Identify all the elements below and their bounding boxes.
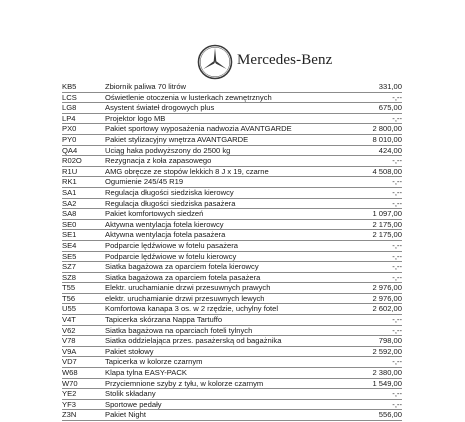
option-description: Podparcie lędźwiowe w fotelu kierowcy	[105, 251, 237, 261]
option-code: T56	[62, 293, 76, 303]
option-description: Zbiornik paliwa 70 litrów	[105, 82, 187, 91]
option-description: Komfortowa kanapa 3 os. w 2 rzędzie, uchylny fotel	[105, 304, 279, 314]
option-price: -,--	[392, 389, 402, 399]
table-row	[62, 336, 402, 347]
option-description: Aktywna wentylacja fotela kierowcy	[105, 219, 224, 229]
table-row	[62, 273, 402, 284]
table-row	[62, 252, 402, 263]
table-row	[62, 400, 402, 411]
option-price: -,--	[392, 198, 402, 208]
option-code: U55	[62, 304, 76, 314]
table-row	[62, 93, 402, 104]
option-code: RK1	[62, 177, 77, 187]
table-row	[62, 156, 402, 167]
option-description: Oświetlenie otoczenia w lusterkach zewnętrznych	[105, 92, 272, 102]
option-code: SA1	[62, 187, 77, 197]
table-row	[62, 114, 402, 125]
table-row	[62, 294, 402, 305]
table-row	[62, 135, 402, 146]
table-row	[62, 103, 402, 114]
option-code: SE4	[62, 240, 77, 250]
option-code: SA2	[62, 198, 77, 208]
option-code: SZ7	[62, 262, 76, 272]
option-price: -,--	[392, 240, 402, 250]
table-row	[62, 357, 402, 368]
option-code: W70	[62, 378, 78, 388]
brand-name: Mercedes-Benz	[237, 52, 333, 68]
option-description: Regulacja długości siedziska kierowcy	[105, 187, 234, 197]
option-description: Podparcie lędźwiowe w fotelu pasażera	[105, 240, 238, 250]
option-code: V78	[62, 336, 76, 346]
option-code: QA4	[62, 145, 78, 155]
table-row	[62, 167, 402, 178]
mercedes-star-icon	[197, 44, 233, 80]
option-description: Sportowe pedały	[105, 399, 162, 409]
table-row	[62, 326, 402, 337]
table-row	[62, 315, 402, 326]
option-code: PY0	[62, 134, 77, 144]
table-row	[62, 368, 402, 379]
option-price: -,--	[392, 92, 402, 102]
option-description: Pakiet Night	[105, 410, 146, 420]
option-description: Asystent świateł drogowych plus	[105, 103, 215, 113]
option-description: Siatka bagażowa na oparciach foteli tylnych	[105, 325, 253, 335]
option-price: 798,00	[378, 336, 402, 346]
option-price: 2 175,00	[372, 219, 402, 229]
option-description: Siatka oddzielająca przes. pasażerską od bagażnika	[105, 336, 282, 346]
option-price: -,--	[392, 251, 402, 261]
table-row	[62, 220, 402, 231]
option-price: 1 549,00	[372, 378, 402, 388]
option-price: -,--	[392, 177, 402, 187]
option-code: SE0	[62, 219, 77, 229]
option-price: -,--	[392, 156, 402, 166]
option-price: -,--	[392, 113, 402, 123]
table-row	[62, 82, 402, 93]
option-price: 2 602,00	[372, 304, 402, 314]
option-code: YF3	[62, 399, 76, 409]
option-price: -,--	[392, 262, 402, 272]
option-description: Pakiet stylizacyjny wnętrza AVANTGARDE	[105, 134, 249, 144]
table-row	[62, 304, 402, 315]
option-description: Siatka bagażowa za oparciem fotela pasażera	[105, 272, 261, 282]
option-description: Pakiet sportowy wyposażenia nadwozia AVANTGARDE	[105, 124, 292, 134]
option-code: V62	[62, 325, 76, 335]
option-price: 2 592,00	[372, 346, 402, 356]
option-description: Tapicerka skórzana Nappa Tartuffo	[105, 315, 223, 325]
option-description: Uciąg haka podwyższony do 2500 kg	[105, 145, 231, 155]
table-row	[62, 188, 402, 199]
option-code: V4T	[62, 315, 76, 325]
option-price: 4 508,00	[372, 166, 402, 176]
option-code: Z3N	[62, 410, 77, 420]
table-row	[62, 124, 402, 135]
option-description: Stolik składany	[105, 389, 156, 399]
table-row	[62, 262, 402, 273]
option-price: -,--	[392, 315, 402, 325]
option-description: Projektor logo MB	[105, 113, 166, 123]
table-row	[62, 347, 402, 358]
option-code: LCS	[62, 92, 77, 102]
option-price: 2 380,00	[372, 368, 402, 378]
option-price: -,--	[392, 357, 402, 367]
option-price: 556,00	[378, 410, 402, 420]
option-description: Pakiet stołowy	[105, 346, 154, 356]
option-description: Rezygnacja z koła zapasowego	[105, 156, 212, 166]
option-description: Klapa tylna EASY-PACK	[105, 368, 187, 378]
option-description: elektr. uruchamianie drzwi przesuwnych lewych	[105, 293, 265, 303]
option-price: -,--	[392, 187, 402, 197]
option-price: 8 010,00	[372, 134, 402, 144]
option-description: Ogumienie 245/45 R19	[105, 177, 184, 187]
option-price: -,--	[392, 272, 402, 282]
option-price: 675,00	[378, 103, 402, 113]
table-row	[62, 146, 402, 157]
option-code: PX0	[62, 124, 77, 134]
option-code: YE2	[62, 389, 77, 399]
option-price: 1 097,00	[372, 209, 402, 219]
table-row	[62, 379, 402, 390]
option-description: Elektr. uruchamianie drzwi przesuwnych prawych	[105, 283, 271, 293]
option-description: Tapicerka w kolorze czarnym	[105, 357, 203, 367]
option-description: Aktywna wentylacja fotela pasażera	[105, 230, 226, 240]
option-code: SE1	[62, 230, 77, 240]
option-code: T55	[62, 283, 76, 293]
option-code: KB5	[62, 82, 77, 91]
option-price: 2 175,00	[372, 230, 402, 240]
option-code: SA8	[62, 209, 77, 219]
option-description: AMG obręcze ze stopów lekkich 8 J x 19, czarne	[105, 166, 269, 176]
option-description: Pakiet komfortowych siedzeń	[105, 209, 204, 219]
option-description: Przyciemnione szyby z tyłu, w kolorze czarnym	[105, 378, 264, 388]
option-code: R02O	[62, 156, 82, 166]
option-price: -,--	[392, 325, 402, 335]
option-code: SE5	[62, 251, 77, 261]
option-code: SZ8	[62, 272, 76, 282]
option-code: R1U	[62, 166, 78, 176]
table-row	[62, 410, 402, 421]
document-header	[0, 44, 465, 84]
option-price: 2 976,00	[372, 293, 402, 303]
table-row	[62, 209, 402, 220]
option-price: 424,00	[378, 145, 402, 155]
table-row	[62, 389, 402, 400]
option-code: LG8	[62, 103, 77, 113]
option-description: Siatka bagażowa za oparciem fotela kierowcy	[105, 262, 259, 272]
option-code: LP4	[62, 113, 76, 123]
table-row	[62, 230, 402, 241]
option-code: VD7	[62, 357, 77, 367]
table-row	[62, 241, 402, 252]
options-table	[62, 82, 402, 421]
table-row	[62, 199, 402, 210]
option-price: 2 976,00	[372, 283, 402, 293]
table-row	[62, 177, 402, 188]
option-code: V9A	[62, 346, 77, 356]
option-price: 2 800,00	[372, 124, 402, 134]
option-description: Regulacja długości siedziska pasażera	[105, 198, 236, 208]
option-code: W68	[62, 368, 78, 378]
option-price: 331,00	[378, 82, 402, 91]
table-row	[62, 283, 402, 294]
option-price: -,--	[392, 399, 402, 409]
